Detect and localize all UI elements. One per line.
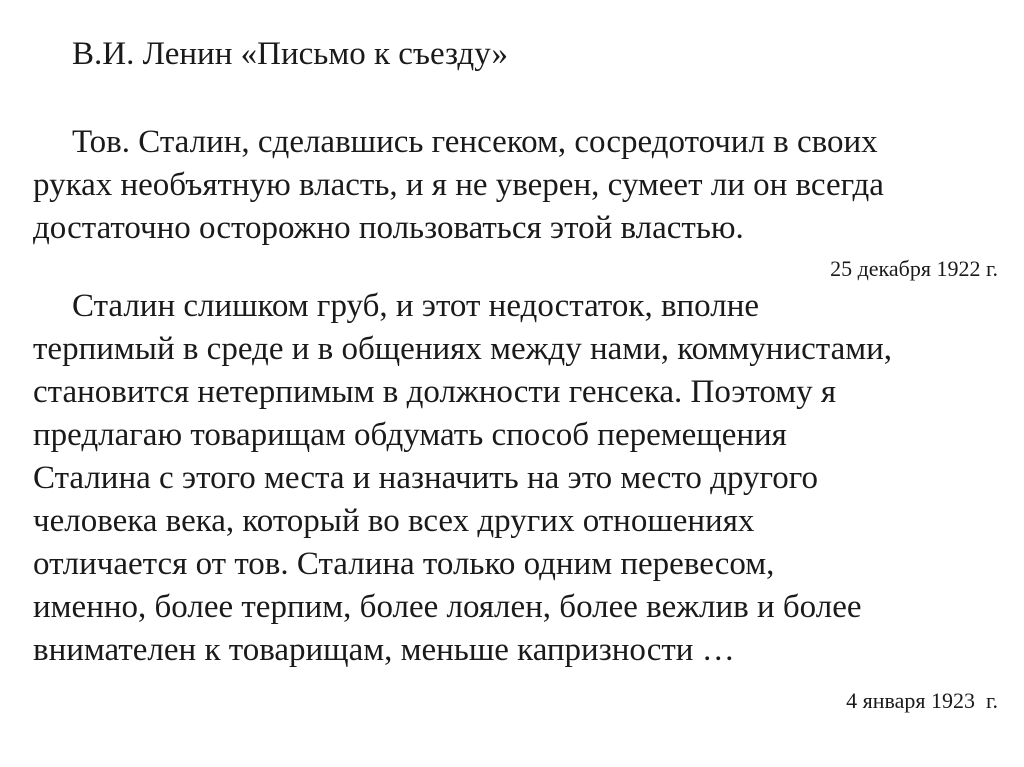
text-line: Сталина с этого места и назначить на это место другого bbox=[33, 460, 818, 496]
quote-paragraph-2 bbox=[33, 285, 1003, 672]
slide-title: В.И. Ленин «Письмо к съезду» bbox=[72, 36, 509, 72]
text-line: достаточно осторожно пользоваться этой властью. bbox=[33, 210, 744, 246]
text-line: Сталин слишком груб, и этот недостаток, вполне bbox=[72, 288, 760, 324]
text-line: терпимый в среде и в общениях между нами, коммунистами, bbox=[33, 331, 893, 367]
text-line: предлагаю товарищам обдумать способ перемещения bbox=[33, 417, 787, 453]
text-line: человека века, который во всех других отношениях bbox=[33, 503, 755, 539]
text-line: именно, более терпим, более лоялен, более вежлив и более bbox=[33, 589, 862, 625]
text-line: Тов. Сталин, сделавшись генсеком, сосредоточил в своих bbox=[72, 124, 878, 160]
date-2: 4 января 1923 г. bbox=[846, 688, 998, 713]
text-line: становится нетерпимым в должности генсека. Поэтому я bbox=[33, 374, 837, 410]
text-line: руках необъятную власть, и я не уверен, сумеет ли он всегда bbox=[33, 167, 884, 203]
date-1: 25 декабря 1922 г. bbox=[830, 256, 998, 281]
quote-paragraph-1 bbox=[33, 121, 1003, 250]
text-line: внимателен к товарищам, меньше капризности … bbox=[33, 632, 735, 668]
text-line: отличается от тов. Сталина только одним перевесом, bbox=[33, 546, 775, 582]
